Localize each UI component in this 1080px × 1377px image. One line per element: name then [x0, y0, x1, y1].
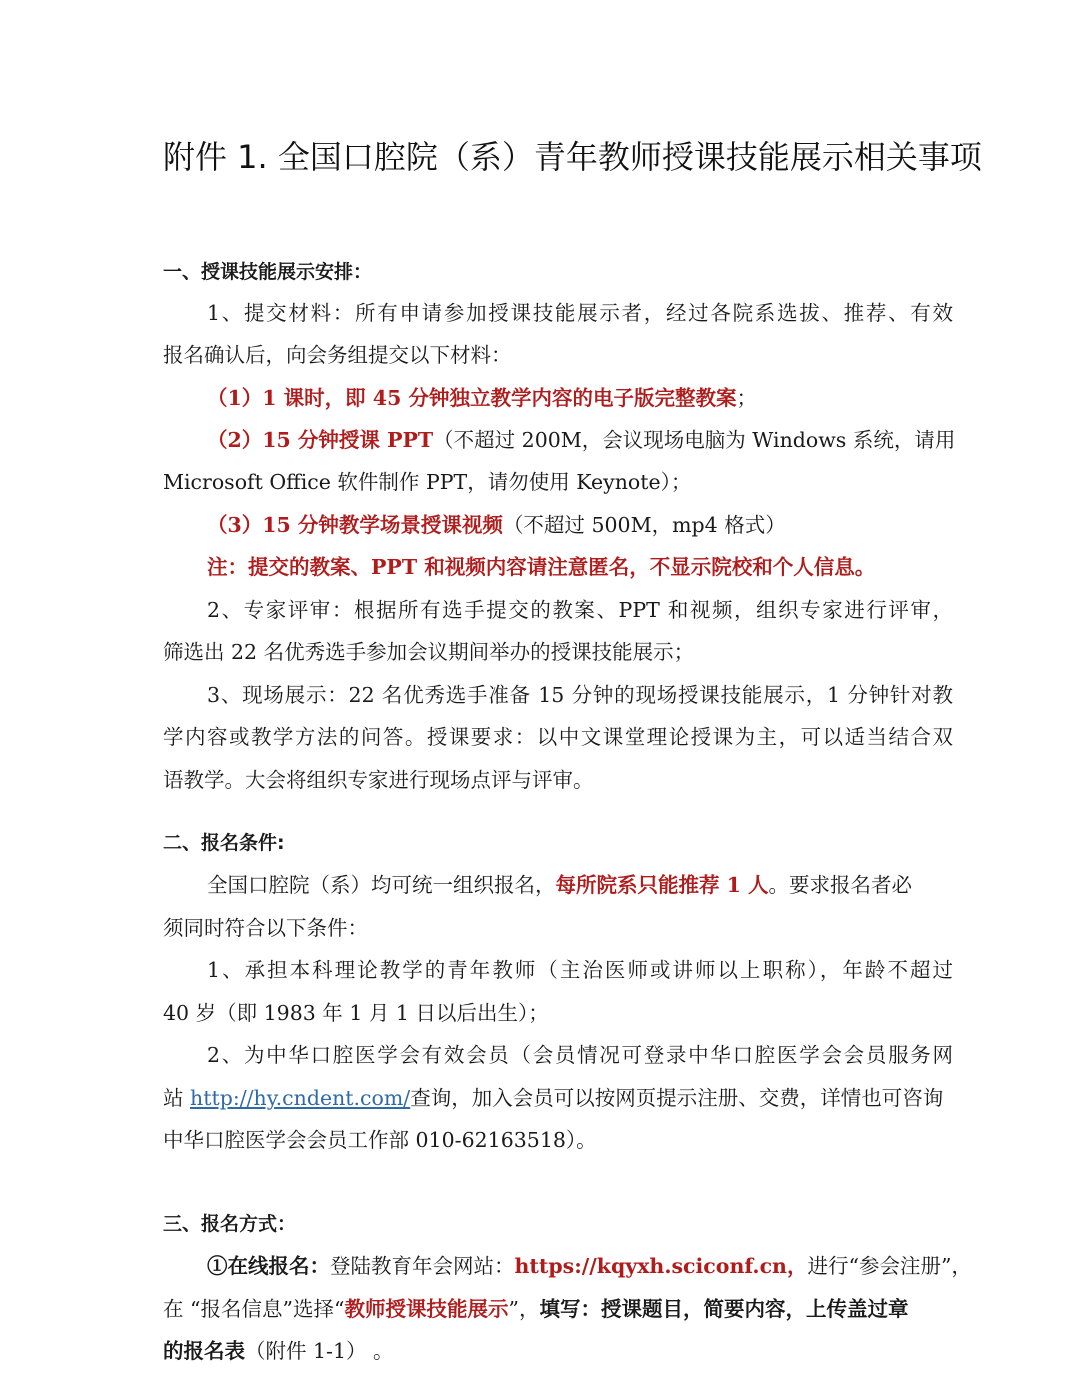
- intro-pre: 全国口腔院（系）均可统一组织报名，: [207, 873, 556, 897]
- teaching-skill-option: 教师授课技能展示: [344, 1297, 509, 1321]
- section-1-heading: 一、授课技能展示安排：: [163, 261, 373, 283]
- cond2-post: 查询，加入会员可以按网页提示注册、交费，详情也可咨询: [410, 1086, 944, 1110]
- material-3-text: （3）15 分钟教学场景授课视频: [207, 513, 503, 537]
- condition-2-line3: 中华口腔医学会会员工作部 010-62163518）。: [163, 1128, 597, 1152]
- condition-2-line1: 2、为中华口腔医学会有效会员（会员情况可登录中华口腔医学会会员服务网: [207, 1043, 953, 1067]
- registration-url[interactable]: https://kqyxh.sciconf.cn，: [514, 1254, 808, 1278]
- online-text: 登陆教育年会网站：: [330, 1254, 515, 1278]
- intro-post: 。要求报名者必: [768, 873, 913, 897]
- item2-line2: 筛选出 22 名优秀选手参加会议期间举办的授课技能展示；: [163, 640, 695, 664]
- material-2-tail: （不超过 200M，会议现场电脑为 Windows 系统，请用: [433, 428, 956, 452]
- material-3: [207, 511, 953, 539]
- line3-tail: （附件 1-1） 。: [245, 1339, 394, 1363]
- section-3-heading: 三、报名方式：: [163, 1213, 297, 1235]
- one-per-school-note: 每所院系只能推荐 1 人: [555, 873, 769, 897]
- document-title: 附件 1. 全国口腔院（系）青年教师授课技能展示相关事项: [163, 138, 982, 176]
- material-3-tail: （不超过 500M，mp4 格式）: [502, 513, 786, 537]
- online-registration: [207, 1252, 972, 1280]
- condition-1-line1: 1、承担本科理论教学的青年教师（主治医师或讲师以上职称），年龄不超过: [207, 958, 953, 982]
- material-2-text: （2）15 分钟授课 PPT: [207, 428, 434, 452]
- material-2: [207, 426, 956, 454]
- conditions-intro: [207, 871, 953, 899]
- material-1: [207, 384, 953, 412]
- online-registration-line2: [163, 1295, 953, 1323]
- item1-line2: 报名确认后，向会务组提交以下材料：: [163, 343, 512, 367]
- intro-line2: 须同时符合以下条件：: [163, 916, 368, 940]
- material-1-text: （1）1 课时，即 45 分钟独立教学内容的电子版完整教案: [207, 386, 737, 410]
- online-label: ①在线报名：: [207, 1254, 330, 1278]
- registration-form-label: 的报名表: [163, 1339, 245, 1363]
- condition-1-line2: 40 岁（即 1983 年 1 月 1 日以后出生）；: [163, 1001, 549, 1025]
- line2-bold: 填写：授课题目，简要内容，上传盖过章: [539, 1297, 909, 1321]
- online-registration-line3: [163, 1337, 953, 1365]
- section-2-heading: 二、报名条件:: [163, 832, 285, 854]
- online-tail: 进行“参会注册”，: [807, 1254, 972, 1278]
- item3-line2: 学内容或教学方法的问答。授课要求：以中文课堂理论授课为主，可以适当结合双: [163, 725, 953, 749]
- line2-mid: ”，: [508, 1297, 540, 1321]
- material-2-line2: Microsoft Office 软件制作 PPT，请勿使用 Keynote）；: [163, 470, 692, 494]
- item3-line1: 3、现场展示：22 名优秀选手准备 15 分钟的现场授课技能展示，1 分钟针对教: [207, 683, 953, 707]
- material-1-tail: ；: [736, 386, 757, 410]
- item2-line1: 2、专家评审：根据所有选手提交的教案、PPT 和视频，组织专家进行评审，: [207, 598, 953, 622]
- line2-pre: 在 “报名信息”选择“: [163, 1297, 345, 1321]
- item1-line1: 1、提交材料：所有申请参加授课技能展示者，经过各院系选拔、推荐、有效: [207, 301, 953, 325]
- anonymity-note: 注：提交的教案、PPT 和视频内容请注意匿名，不显示院校和个人信息。: [207, 555, 876, 579]
- cond2-pre: 站: [163, 1086, 191, 1110]
- item3-line3: 语教学。大会将组织专家进行现场点评与评审。: [163, 768, 594, 792]
- member-site-link[interactable]: http://hy.cndent.com/: [190, 1086, 411, 1110]
- condition-2-line2: [163, 1084, 953, 1112]
